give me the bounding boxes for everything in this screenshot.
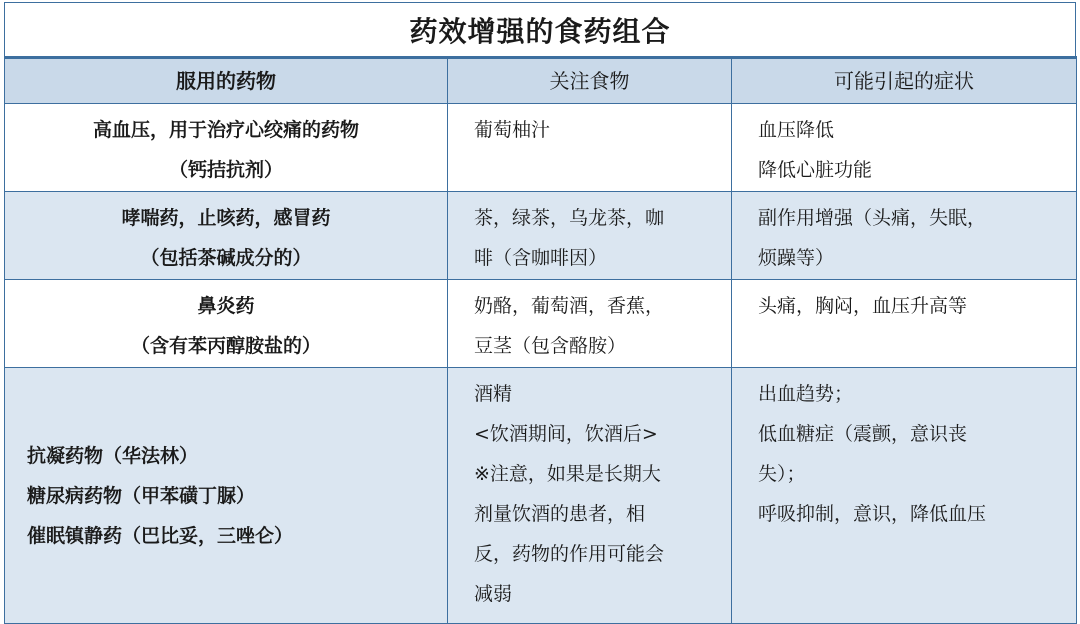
drug-cell (5, 280, 448, 368)
symptom-line: 降低心脏功能 (758, 159, 873, 181)
food-line: 剂量饮酒的患者，相 (474, 503, 646, 525)
symptom-line: 血压降低 (758, 119, 835, 141)
header-drug: 服用的药物 (5, 58, 448, 104)
symptom-cell (732, 192, 1077, 280)
symptom-line: 低血糖症（震颤，意识丧 (758, 423, 968, 445)
food-line: 豆茎（包含酪胺） (474, 335, 627, 357)
food-line: ※注意，如果是长期大 (474, 463, 661, 485)
food-cell (448, 192, 732, 280)
symptom-line: 烦躁等） (758, 247, 835, 269)
symptom-cell (732, 368, 1077, 624)
symptom-line: 呼吸抑制，意识，降低血压 (758, 503, 987, 525)
food-line: 茶，绿茶，乌龙茶，咖 (474, 207, 665, 229)
food-cell (448, 280, 732, 368)
food-line: <饮酒期间，饮酒后> (474, 423, 658, 445)
table-row (5, 368, 1077, 624)
symptom-line: 出血趋势； (758, 383, 854, 405)
drug-line: 哮喘药，止咳药，感冒药 (121, 207, 331, 229)
food-line: 酒精 (474, 383, 513, 405)
table-title: 药效增强的食药组合 (4, 2, 1076, 56)
table-row (5, 104, 1077, 192)
food-line: 反，药物的作用可能会 (474, 543, 665, 565)
drug-line: 催眠镇静药（巴比妥，三唑仑） (27, 524, 294, 547)
drug-line: 高血压，用于治疗心绞痛的药物 (92, 119, 359, 141)
drug-cell (5, 368, 448, 624)
symptom-line: 副作用增强（头痛，失眠， (758, 207, 987, 229)
food-line: 奶酪，葡萄酒，香蕉， (474, 295, 665, 317)
food-cell (448, 368, 732, 624)
header-food: 关注食物 (448, 58, 732, 104)
symptom-cell (732, 280, 1077, 368)
food-cell (448, 104, 732, 192)
drug-line: （包括茶碱成分的） (140, 247, 312, 269)
table-row (5, 280, 1077, 368)
table-container (4, 2, 1076, 624)
table-row (5, 192, 1077, 280)
symptom-cell (732, 104, 1077, 192)
food-line: 葡萄柚汁 (474, 119, 551, 141)
drug-line: 糖尿病药物（甲苯磺丁脲） (27, 484, 256, 507)
drug-line: 鼻炎药 (197, 295, 255, 317)
symptom-line: 头痛，胸闷，血压升高等 (758, 295, 968, 317)
drug-cell (5, 104, 448, 192)
food-line: 减弱 (474, 583, 513, 605)
drug-line: （钙拮抗剂） (168, 159, 283, 181)
drug-food-table (4, 56, 1077, 624)
symptom-line: 失）； (758, 463, 806, 485)
drug-line: （含有苯丙醇胺盐的） (130, 335, 321, 357)
food-line: 啡（含咖啡因） (474, 247, 608, 269)
header-row (5, 58, 1077, 104)
drug-cell (5, 192, 448, 280)
drug-line: 抗凝药物（华法林） (27, 444, 199, 467)
header-symptom: 可能引起的症状 (732, 58, 1077, 104)
